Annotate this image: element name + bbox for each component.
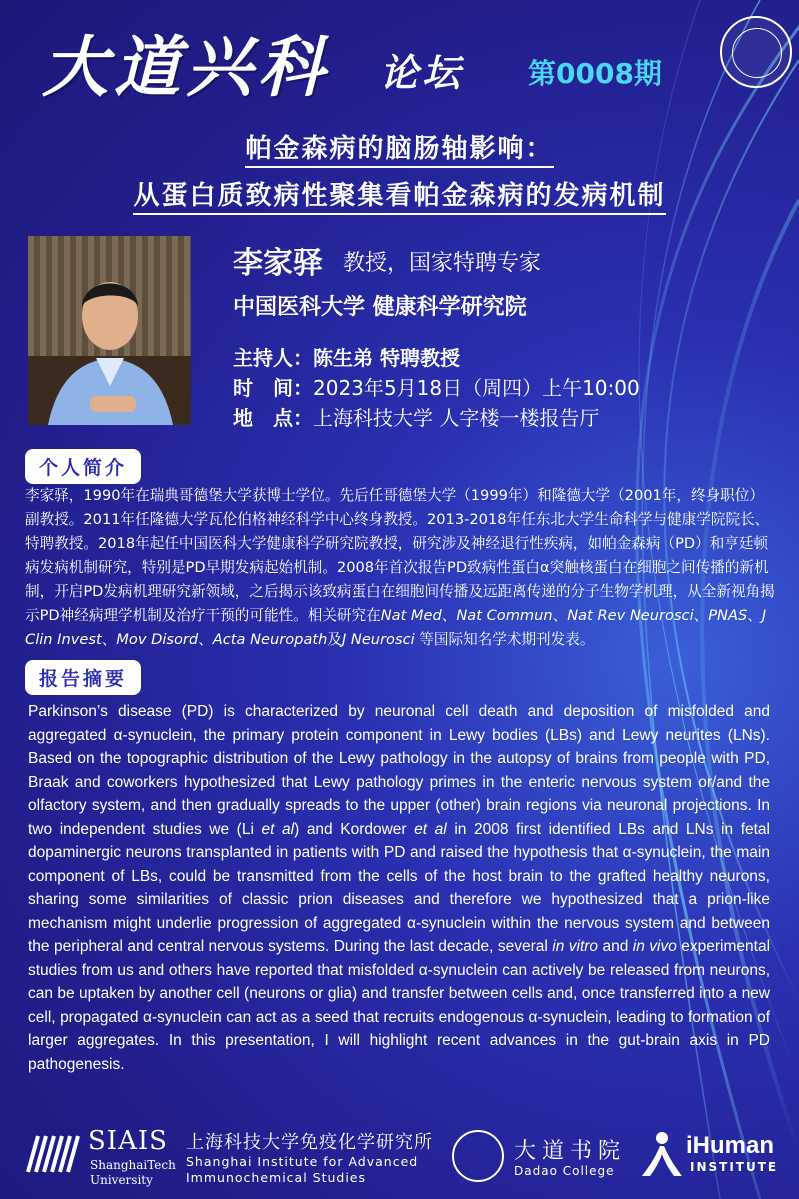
abstract-text: Parkinson’s disease (PD) is characterized by neuronal cell death and deposition of misfolded and aggregated α-synuclein, the primary protein component in Lewy bodies (LBs) and Lewy neurites (LNs). Based on the topographic distribution of the Lewy pathology in the autopsy of brains from people with PD, Braak and coworkers hypothesized that Lewy pathology primes in the enteric nervous system or/and the olfactory system, and then gradually spreads to the upper (other) brain regions via neuronal projections. In two independent studies we (Li et al) and Kordower et al in 2008 first identified LBs and LNs in fetal dopaminergic neurons transplanted in patients with PD and raised the hypothesis that α-synuclein, the main component of LBs, could be transmitted from the cells of the host brain to the grafted healthy neurons, sharing some similarities of classic prion diseases and therefore we hypothesized that a prion-like mechanism might underlie progression of aggregated α-synuclein within the nervous system and between the peripheral and central nervous systems. During the last decade, several in vitro and in vivo experimental studies from us and others have reported that misfolded α-synuclein can actively be released from neurons, can be uptaken by another cell (neurons or glia) and transfer between cells and, once transferred into a new cell, propagated α-synuclein can act as a seed that recruits endogenous α-synuclein, leading to formation of larger aggregates. In this presentation, I will highlight recent advances in the gut-brain axis in PD pathogenesis. [28,703,771,1073]
institute-name-cn: 上海科技大学免疫化学研究所 [186,1132,433,1153]
speaker-affiliation: 中国医科大学 健康科学研究院 [233,295,527,320]
forum-label: 论坛 [380,50,465,95]
bio-section-heading: 个人简介 [25,449,141,484]
speaker-title: 教授，国家特聘专家 [343,251,542,276]
issue-number: 第0008期 [528,57,662,90]
shanghaitech-seal-icon [720,16,792,88]
dadao-college-seal-icon [452,1130,504,1182]
place-label: 地 点： [233,406,313,430]
abstract-section-heading: 报告摘要 [25,660,141,695]
time-label: 时 间： [233,376,313,400]
host-value: 陈生弟 特聘教授 [313,346,460,370]
ihuman-figure-icon [640,1130,684,1178]
time-value: 2023年5月18日（周四）上午10:00 [313,376,640,400]
forum-brand-title: 大道兴科 [42,28,330,106]
dadao-college-name-en: Dadao College [514,1164,615,1178]
siais-logo-icon [24,1128,82,1178]
talk-title-line2: 从蛋白质致病性聚集看帕金森病的发病机制 [0,175,799,212]
siais-wordmark: SIAIS [88,1126,168,1156]
talk-title-line1: 帕金森病的脑肠轴影响： [0,128,799,165]
place-value: 上海科技大学 人字楼一楼报告厅 [313,406,600,430]
sponsor-footer [0,1120,799,1199]
institute-name-en: Shanghai Institute for Advanced Immunochemical Studies [186,1154,419,1185]
ihuman-wordmark: iHuman [686,1132,775,1159]
siais-subtitle: ShanghaiTech University [90,1158,176,1187]
poster-header [0,0,799,120]
speaker-name: 李家驿 [233,246,323,281]
dadao-college-name-cn: 大道书院 [514,1139,627,1164]
ihuman-subtitle: INSTITUTE [690,1160,779,1174]
time-row [233,372,640,401]
place-row [233,402,599,431]
bio-text: 李家驿，1990年在瑞典哥德堡大学获博士学位。先后任哥德堡大学（1999年）和隆德大学（2001年，终身职位）副教授。2011年任隆德大学瓦伦伯格神经科学中心终身教授。2013-2018年任东北大学生命科学与健康学院院长、特聘教授。2018年起任中国医科大学健康科学研究院教授，研究涉及神经退行性疾病，如帕金森病（PD）和亨廷顿病发病机制研究，特别是PD早期发病起始机制。2008年首次报告PD致病性蛋白α突触核蛋白在细胞之间传播的新机制，开启PD发病机理研究新领域，之后揭示该致病蛋白在细胞间传播及远距离传递的分子生物学机理，从全新视角揭示PD神经病理学机制及治疗干预的可能性。相关研究在Nat Med、Nat Commun、Nat Rev Neurosci、PNAS、J Clin Invest、Mov Disord、Acta Neuropath及J Neurosci 等国际知名学术期刊发表。 [25,487,775,648]
speaker-photo [28,236,191,425]
host-label: 主持人： [233,346,313,370]
host-row [233,342,460,371]
